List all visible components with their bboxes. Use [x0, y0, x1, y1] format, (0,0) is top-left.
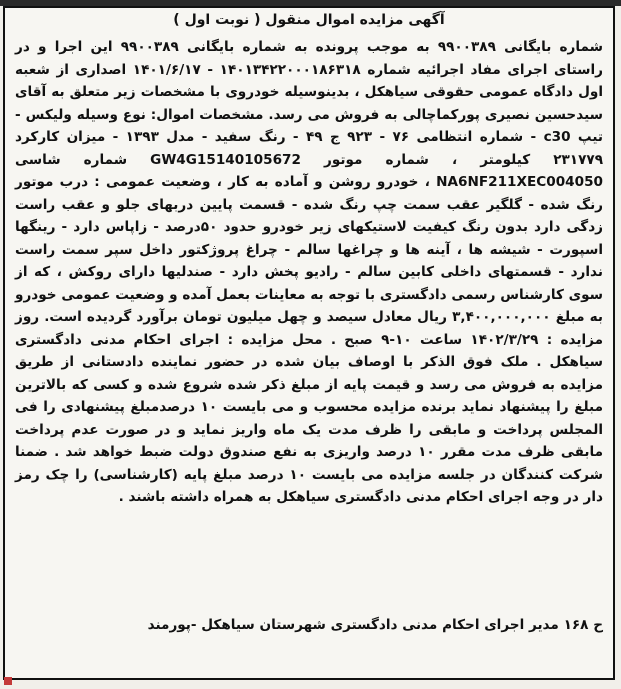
notice-signature: ح ۱۶۸ مدیر اجرای احکام مدنی دادگستری شهرستان سیاهکل -پورمند — [147, 617, 603, 633]
corner-color-mark — [4, 677, 12, 685]
notice-body: شماره بایگانی ۹۹۰۰۳۸۹ به موجب پرونده به شماره بایگانی ۹۹۰۰۳۸۹ این اجرا و در راستای اجرای مفاد اجرائیه شماره ۱۴۰۱۳۴۲۲۰۰۰۱۸۶۳۱۸ - ۱۴۰۱/۶/۱۷ اصداری از شعبه اول دادگاه عمومی حقوقی سیاهکل ، بدینوسیله خودروی با مشخصات زیر متعلق به آقای سیدحسین نصیری پورکماچالی به فروش می رسد. مشخصات اموال: نوع وسیله ولیکس - تیپ c30 - شماره انتظامی ۷۶ - ۹۲۳ ج ۴۹ - رنگ سفید - مدل ۱۳۹۳ - میزان کارکرد ۲۳۱۷۷۹ کیلومتر ، شماره موتور GW4G15140105672 شماره شاسی NA6NF211XEC004050 ، خودرو روشن و آماده به کار ، وضعیت عمومی : درب موتور رنگ شده - گلگیر عقب سمت چپ رنگ شده - قسمت پایین دربهای جلو و عقب راست زدگی دارد بدون رنگ کیفیت لاستیکهای زیر خودرو حدود ۵۰درصد - زاپاس دارد - رینگها اسپورت - شیشه ها ، آینه ها و چراغها سالم - چراغ پروژکتور داخل سپر سمت راست ندارد - قسمتهای داخلی کابین سالم - رادیو پخش دارد - صندلیها دارای روکش ، که از سوی کارشناس رسمی دادگستری با توجه به معاینات بعمل آمده و وضعیت عمومی خودرو به مبلغ ۳,۴۰۰,۰۰۰,۰۰۰ ریال معادل سیصد و چهل میلیون تومان برآورد گردیده است. روز مزایده : ۱۴۰۲/۳/۲۹ ساعت ۱۰-۹ صبح . محل مزایده : اجرای احکام مدنی دادگستری سیاهکل . ملک فوق الذکر با اوصاف بیان شده در حضور نماینده دادستانی از طریق مزایده به فروش می رسد و قیمت پایه از مبلغ ذکر شده شروع شده و کسی که بالاترین مبلغ را پیشنهاد نماید برنده مزایده محسوب و می بایست ۱۰ درصدمبلغ پیشنهادی را فی المجلس پرداخت و مابقی را ظرف مدت یک ماه واریز نماید و در صورت عدم پرداخت مابقی ظرف مدت مقرر ۱۰ درصد واریزی به نفع صندوق دولت ضبط خواهد شد . ضمنا شرکت کنندگان در جلسه مزایده می بایست ۱۰ درصد مبلغ پایه (کارشناسی) را چک رمز دار در وجه اجرای احکام مدنی دادگستری سیاهکل به همراه داشته باشند . — [15, 39, 604, 505]
auction-notice-box — [3, 6, 615, 680]
notice-title: آگهی مزایده اموال منقول ( نوبت اول ) — [173, 12, 445, 28]
